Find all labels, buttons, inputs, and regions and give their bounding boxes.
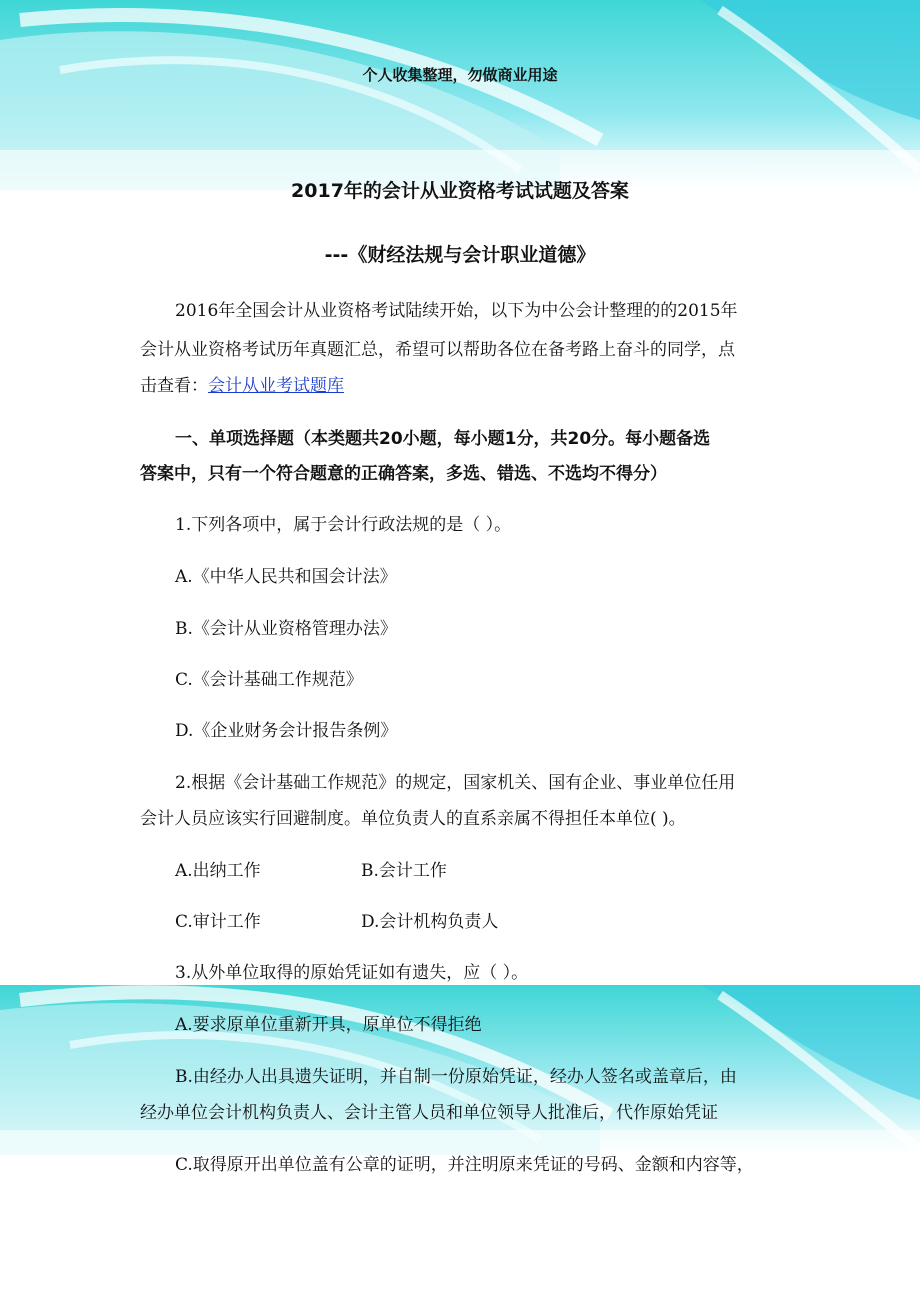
question-2-stem-line-1: 2.根据《会计基础工作规范》的规定，国家机关、国有企业、事业单位任用: [175, 773, 736, 793]
question-1-option-d: D.《企业财务会计报告条例》: [175, 721, 398, 741]
question-3-option-b-line-1: B.由经办人出具遗失证明，并自制一份原始凭证，经办人签名或盖章后，由: [175, 1067, 737, 1087]
question-2-option-d: D.会计机构负责人: [361, 912, 499, 932]
question-3-option-b-line-2: 经办单位会计机构负责人、会计主管人员和单位领导人批准后，代作原始凭证: [140, 1103, 718, 1123]
intro-line-1: 2016年全国会计从业资格考试陆续开始，以下为中公会计整理的的2015年: [175, 301, 738, 321]
question-bank-link[interactable]: 会计从业考试题库: [208, 376, 344, 396]
header-watermark-note: 个人收集整理，勿做商业用途: [362, 66, 558, 84]
question-3-stem: 3.从外单位取得的原始凭证如有遗失，应（ ）。: [175, 963, 529, 983]
intro-line-3: [140, 371, 344, 396]
question-2-stem-line-2: 会计人员应该实行回避制度。单位负责人的直系亲属不得担任本单位( )。: [140, 809, 686, 829]
question-1-option-b: B.《会计从业资格管理办法》: [175, 619, 397, 639]
section-heading-line-1: 一、单项选择题（本类题共20小题，每小题1分，共20分。每小题备选: [175, 429, 711, 449]
question-2-option-b: B.会计工作: [361, 861, 447, 881]
section-heading-line-2: 答案中，只有一个符合题意的正确答案，多选、错选、不选均不得分）: [140, 464, 667, 484]
question-2-option-c: C.审计工作: [175, 912, 261, 932]
page-subtitle: ---《财经法规与会计职业道德》: [324, 244, 596, 266]
question-1-stem: 1.下列各项中，属于会计行政法规的是（ ）。: [175, 515, 512, 535]
intro-line-3-prefix: 击查看：: [140, 376, 208, 396]
question-2-option-a: A.出纳工作: [175, 861, 261, 881]
page-title: 2017年的会计从业资格考试试题及答案: [291, 180, 629, 202]
intro-line-2: 会计从业资格考试历年真题汇总，希望可以帮助各位在备考路上奋斗的同学，点: [140, 340, 735, 360]
question-3-option-c: C.取得原开出单位盖有公章的证明，并注明原来凭证的号码、金额和内容等，: [175, 1155, 754, 1175]
question-3-option-a: A.要求原单位重新开具，原单位不得拒绝: [175, 1015, 482, 1035]
question-1-option-a: A.《中华人民共和国会计法》: [175, 567, 397, 587]
question-1-option-c: C.《会计基础工作规范》: [175, 670, 363, 690]
